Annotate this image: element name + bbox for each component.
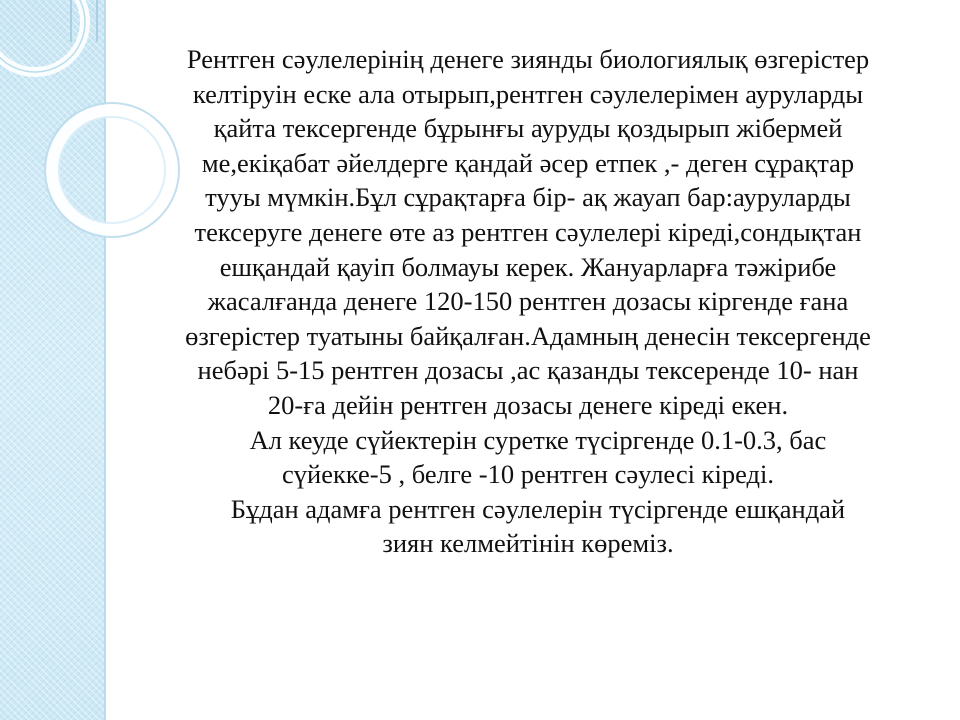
text-line: тексеруге денеге өте аз рентген сәулелері кіреді,сондықтан: [194, 216, 862, 247]
text-line: өзгерістер туатыны байқалған.Адамның денесін тексергенде: [185, 320, 871, 351]
text-line: 20-ға дейін рентген дозасы денеге кіреді екен.: [267, 389, 789, 420]
text-line: Ал кеуде сүйектерін суретке түсіргенде 0.1-0.3, бас: [229, 424, 827, 455]
text-line: қайта тексергенде бұрынғы ауруды қоздырып жібермей: [213, 113, 843, 144]
slide-body-text: [108, 42, 948, 561]
text-line: Рентген сәулелерінің денеге зиянды биологиялық өзгерістер: [186, 44, 870, 74]
ring-top: [0, 0, 85, 72]
text-line: келтіруін еске ала отырып,рентген сәулелерімен ауруларды: [192, 78, 864, 109]
text-line: ме,екіқабат әйелдерге қандай әсер етпек ,- деген сұрақтар: [201, 147, 855, 178]
text-line: ешқандай қауіп болмауы керек. Жануарларға тәжірибе: [219, 251, 837, 282]
text-line: Бұдан адамға рентген сәулелерін түсіргенде ешқандай: [210, 493, 846, 524]
text-line: зиян келмейтінін көреміз.: [382, 528, 674, 559]
text-line: тууы мүмкін.Бұл сұрақтарға бір- ақ жауап бар:ауруларды: [205, 182, 851, 213]
text-line: небәрі 5-15 рентген дозасы ,ас қазанды тексеренде 10- нан: [197, 355, 859, 386]
text-line: сүйекке-5 , белге -10 рентген сәулесі кіреді.: [282, 459, 774, 490]
text-line: жасалғанда денеге 120-150 рентген дозасы кіргенде ғана: [207, 286, 849, 317]
